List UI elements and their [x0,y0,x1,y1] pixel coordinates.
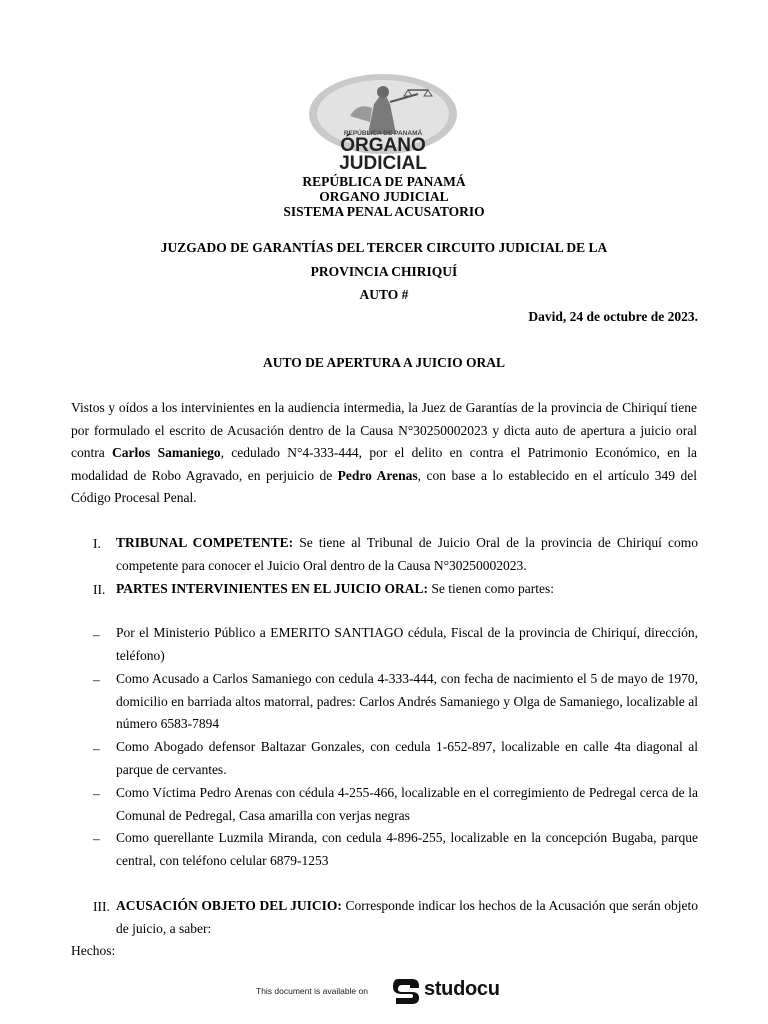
top-mark [377,0,386,4]
organo-judicial-logo [300,72,466,172]
logo-arc-text: REPÚBLICA DE PANAMÁ [343,130,423,137]
list-item: Como querellante Luzmila Miranda, con cedula 4-896-255, localizable en la concepción Bugaba, parque central, con teléfono celular 6879-1253 [116,830,698,868]
section-numeral: III. [93,899,110,914]
intro-paragraph [71,397,697,510]
section-heading: TRIBUNAL COMPETENTE: [116,535,294,550]
studocu-logo-icon[interactable] [392,976,422,1006]
list-bullet: – [93,741,100,756]
section-tribunal [116,532,698,577]
court-line2: PROVINCIA CHIRIQUÍ [310,264,458,279]
section-partes [116,578,698,601]
intro-p2: , cedulado N°4-333-444, por el delito en contra el Patrimonio Económico, en la modalidad de Robo Agravado, en perjuicio de [71,445,698,483]
section-numeral: I. [93,536,101,551]
court-line1: JUZGADO DE GARANTÍAS DEL TERCER CIRCUITO JUDICIAL DE LA [160,240,608,255]
section-acusacion [116,895,698,940]
document-title: AUTO DE APERTURA A JUICIO ORAL [263,355,505,370]
studocu-brand[interactable]: studocu [424,978,500,1000]
auto-number: AUTO # [359,287,409,302]
document-date: David, 24 de octubre de 2023. [528,309,698,324]
section-text: Corresponde indicar los hechos de la Acusación que serán objeto de juicio, a saber: [116,898,698,936]
section-heading: ACUSACIÓN OBJETO DEL JUICIO: [116,898,342,913]
list-bullet: – [93,672,100,687]
hechos-label: Hechos: [71,943,116,958]
logo-line2: JUDICIAL [339,153,427,172]
header-sistema: SISTEMA PENAL ACUSATORIO [283,204,485,219]
logo-line1: ÓRGANO [340,135,426,156]
header-organo: ORGANO JUDICIAL [319,189,449,204]
list-item: Como Acusado a Carlos Samaniego con cedula 4-333-444, con fecha de nacimiento el 5 de mayo de 1970, domicilio en barriada altos matorral, padres: Carlos Andrés Samaniego y Olga de Samaniego, localizable al número 6583-7894 [116,671,698,732]
list-item: Como Abogado defensor Baltazar Gonzales, con cedula 1-652-897, localizable en calle 4ta diagonal al parque de cervantes. [116,739,698,777]
list-item: Por el Ministerio Público a EMERITO SANTIAGO cédula, Fiscal de la provincia de Chiriquí, dirección, teléfono) [116,625,698,663]
section-heading: PARTES INTERVINIENTES EN EL JUICIO ORAL: [116,581,428,596]
intro-p3: , con base a lo establecido en el artículo 349 del Código Procesal Penal. [71,467,697,506]
accused-name: Carlos Samaniego [112,445,221,461]
available-on-text: This document is available on [256,986,368,996]
list-bullet: – [93,627,100,642]
list-item: Como Víctima Pedro Arenas con cédula 4-255-466, localizable en el corregimiento de Pedregal cerca de la Comunal de Pedregal, Casa amarilla con verjas negras [116,785,698,823]
intro-p1: Vistos y oídos a los intervinientes en la audiencia intermedia, la Juez de Garantías de la provincia de Chiriquí tiene por formulado el escrito de Acusación dentro de la Causa N°30250002023 y dicta auto de apertura a juicio oral contra [71,400,697,461]
section-text: Se tiene al Tribunal de Juicio Oral de la provincia de Chiriquí como competente para conocer el Juicio Oral dentro de la Causa N°30250002023. [116,535,698,573]
section-text: Se tienen como partes: [428,581,554,596]
list-bullet: – [93,786,100,801]
section-numeral: II. [93,582,106,597]
victim-name: Pedro Arenas [337,467,418,483]
header-republica: REPÚBLICA DE PANAMÁ [302,174,466,189]
list-bullet: – [93,831,100,846]
